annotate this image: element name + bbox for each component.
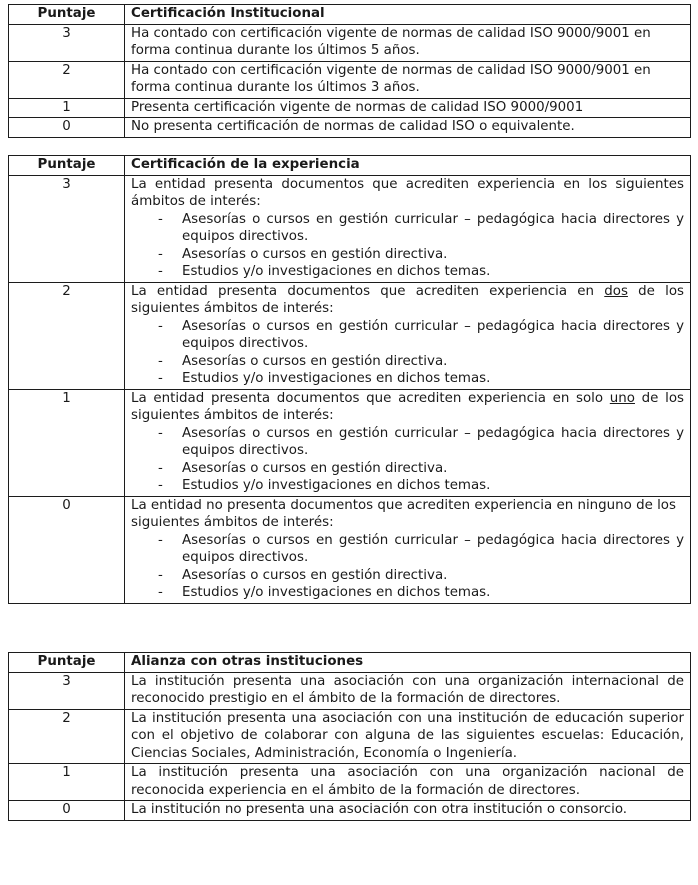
- table-header-row: [9, 5, 691, 25]
- list-item: - Asesorías o cursos en gestión directiva.: [131, 460, 684, 478]
- score-cell: 2: [9, 61, 125, 98]
- row-intro: La entidad presenta documentos que acrediten experiencia en los siguientes ámbitos de interés:: [131, 176, 684, 209]
- table-row: [9, 282, 691, 389]
- list-item: - Estudios y/o investigaciones en dichos temas.: [131, 584, 684, 602]
- list-item: - Asesorías o cursos en gestión curricular – pedagógica hacia directores y equipos directivos.: [131, 425, 684, 460]
- table-row: [9, 764, 691, 801]
- score-cell: 1: [9, 98, 125, 118]
- list-item: - Asesorías o cursos en gestión curricular – pedagógica hacia directores y equipos directivos.: [131, 211, 684, 246]
- list-item: - Asesorías o cursos en gestión directiva.: [131, 567, 684, 585]
- description-cell: [125, 282, 691, 389]
- row-intro: [131, 390, 684, 425]
- list-item: - Estudios y/o investigaciones en dichos temas.: [131, 263, 684, 281]
- table-row: [9, 672, 691, 709]
- table-header-row: [9, 653, 691, 673]
- emphasis-word: dos: [604, 283, 628, 299]
- description-cell: La institución presenta una asociación con una institución de educación superior con el objetivo de colaborar con alguna de las siguientes escuelas: Educación, Ciencias Sociales, Administración, Economía o Ingeniería.: [125, 709, 691, 764]
- description-cell: No presenta certificación de normas de calidad ISO o equivalente.: [125, 118, 691, 138]
- score-cell: 0: [9, 118, 125, 138]
- row-intro: [131, 283, 684, 318]
- description-cell: [125, 175, 691, 282]
- description-cell: [125, 389, 691, 496]
- criterion-title: Certificación de la experiencia: [125, 156, 691, 176]
- table-row: [9, 175, 691, 282]
- description-cell: Ha contado con certificación vigente de normas de calidad ISO 9000/9001 en forma continua durante los últimos 5 años.: [125, 24, 691, 61]
- score-cell: 0: [9, 801, 125, 821]
- table-certificacion-experiencia: [8, 155, 691, 604]
- areas-list: [131, 318, 684, 388]
- table-row: [9, 709, 691, 764]
- list-item: - Asesorías o cursos en gestión curricular – pedagógica hacia directores y equipos directivos.: [131, 532, 684, 567]
- table-row: [9, 98, 691, 118]
- score-cell: 3: [9, 175, 125, 282]
- list-item: - Estudios y/o investigaciones en dichos temas.: [131, 370, 684, 388]
- table-row: [9, 24, 691, 61]
- score-cell: 0: [9, 496, 125, 603]
- list-item: - Estudios y/o investigaciones en dichos temas.: [131, 477, 684, 495]
- list-item: - Asesorías o cursos en gestión directiva.: [131, 246, 684, 264]
- score-cell: 1: [9, 764, 125, 801]
- table-alianza-instituciones: [8, 652, 691, 821]
- table-row: [9, 118, 691, 138]
- areas-list: [131, 532, 684, 602]
- intro-text: La entidad presenta documentos que acrediten experiencia en: [131, 283, 605, 299]
- score-cell: 1: [9, 389, 125, 496]
- table-row: [9, 496, 691, 603]
- list-item: - Asesorías o cursos en gestión directiva.: [131, 353, 684, 371]
- intro-text: La entidad presenta documentos que acrediten experiencia en solo: [131, 390, 610, 406]
- table-row: [9, 801, 691, 821]
- description-cell: Ha contado con certificación vigente de normas de calidad ISO 9000/9001 en forma continua durante los últimos 3 años.: [125, 61, 691, 98]
- criterion-title: Alianza con otras instituciones: [125, 653, 691, 673]
- score-cell: 3: [9, 672, 125, 709]
- description-cell: Presenta certificación vigente de normas de calidad ISO 9000/9001: [125, 98, 691, 118]
- emphasis-word: uno: [609, 390, 635, 406]
- table-row: [9, 389, 691, 496]
- description-cell: La institución presenta una asociación con una organización internacional de reconocido prestigio en el ámbito de la formación de directores.: [125, 672, 691, 709]
- table-certificacion-institucional: [8, 4, 691, 138]
- list-item: - Asesorías o cursos en gestión curricular – pedagógica hacia directores y equipos directivos.: [131, 318, 684, 353]
- score-cell: 2: [9, 282, 125, 389]
- score-cell: 2: [9, 709, 125, 764]
- table-header-row: [9, 156, 691, 176]
- description-cell: La institución presenta una asociación con una organización nacional de reconocida experiencia en el ámbito de la formación de directores.: [125, 764, 691, 801]
- score-cell: 3: [9, 24, 125, 61]
- row-intro: La entidad no presenta documentos que acrediten experiencia en ninguno de los siguientes ámbitos de interés:: [131, 497, 676, 530]
- description-cell: La institución no presenta una asociación con otra institución o consorcio.: [125, 801, 691, 821]
- criterion-title: Certificación Institucional: [125, 5, 691, 25]
- table-row: [9, 61, 691, 98]
- score-column-header: Puntaje: [9, 156, 125, 176]
- areas-list: [131, 211, 684, 281]
- areas-list: [131, 425, 684, 495]
- score-column-header: Puntaje: [9, 5, 125, 25]
- description-cell: [125, 496, 691, 603]
- score-column-header: Puntaje: [9, 653, 125, 673]
- intro-text: de los siguientes ámbitos de interés:: [131, 390, 684, 423]
- intro-text: de los siguientes ámbitos de interés:: [131, 283, 684, 316]
